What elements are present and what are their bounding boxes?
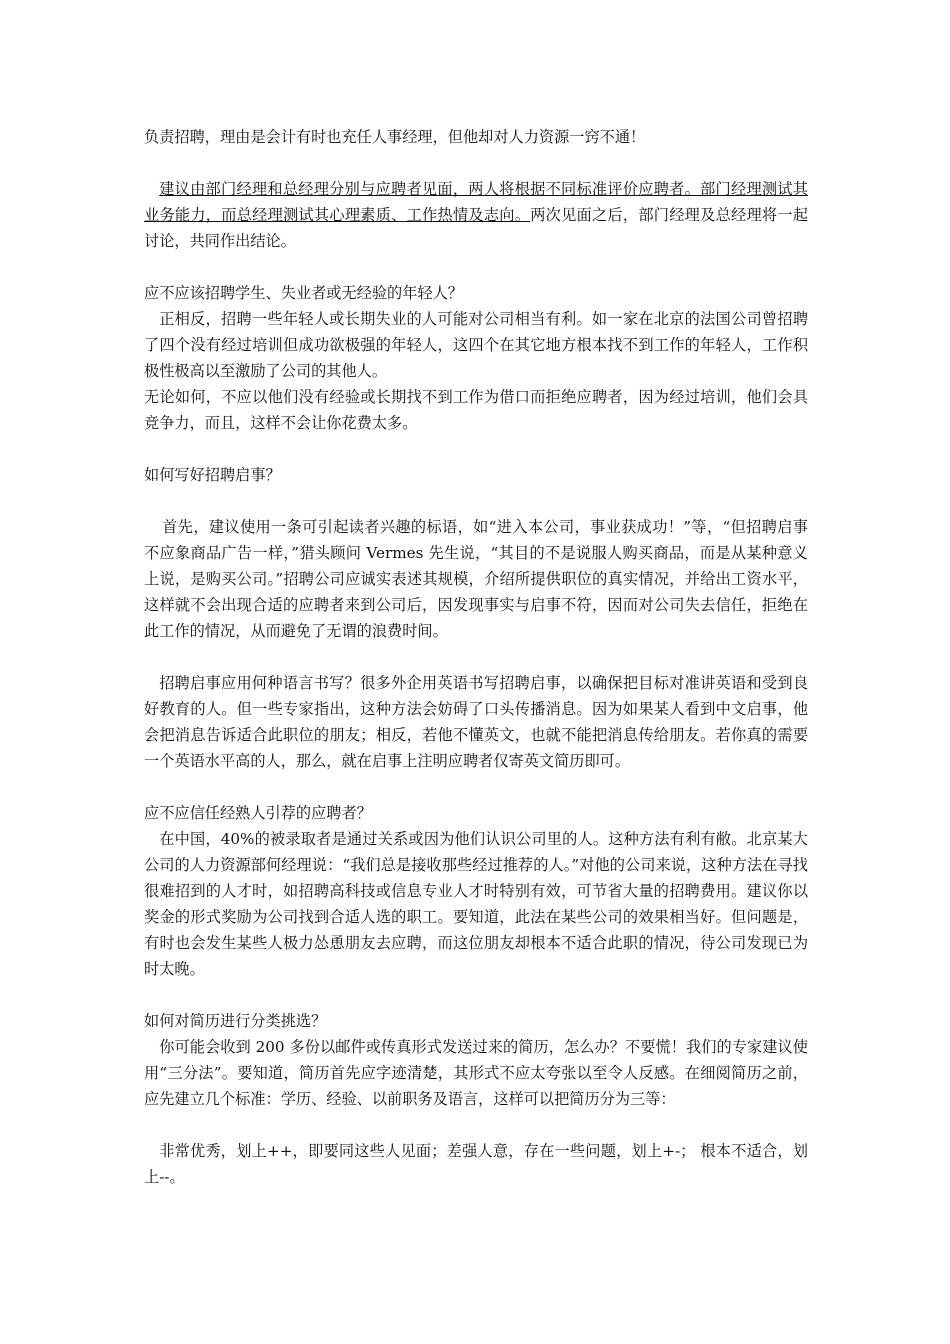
paragraph-job-ad-2: 招聘启事应用何种语言书写？很多外企用英语书写招聘启事，以确保把目标对准讲英语和受到良好教育的人。但一些专家指出，这种方法会妨碍了口头传播消息。因为如果某人看到中文启事，他会把消息告诉适合此职位的朋友；相反，若他不懂英文，也就不能把消息传给朋友。若你真的需要一个英语水平高的人，那么，就在启事上注明应聘者仅寄英文简历即可。 bbox=[144, 674, 808, 770]
paragraph-job-ad-1: 首先，建议使用一条可引起读者兴趣的标语，如“进入本公司，事业获成功！”等，“但招聘启事不应象商品广告一样，”猎头顾问 Vermes 先生说，“其目的不是说服人购买商品，而是从某种意义上说，是购买公司。”招聘公司应诚实表述其规模，介绍所提供职位的真实情况，并给出工资水平，这样就不会出现合适的应聘者来到公司后，因发现事实与启事不符，因而对公司失去信任，拒绝在此工作的情况，从而避免了无谓的浪费时间。 bbox=[144, 518, 808, 640]
paragraph-grading: 非常优秀，划上++，即要同这些人见面；差强人意，存在一些问题，划上+-； 根本不适合，划上--。 bbox=[144, 1142, 808, 1186]
spacer bbox=[144, 150, 808, 176]
paragraph-students-1: 正相反，招聘一些年轻人或长期失业的人可能对公司相当有利。如一家在北京的法国公司曾招聘了四个没有经过培训但成功欲极强的年轻人，这四个在其它地方根本找不到工作的年轻人，工作积极性极高以至激励了公司的其他人。 bbox=[144, 310, 808, 380]
heading-referral: 应不应信任经熟人引荐的应聘者？ bbox=[144, 804, 372, 822]
spacer bbox=[144, 644, 808, 670]
spacer bbox=[144, 774, 808, 800]
heading-resume: 如何对简历进行分类挑选？ bbox=[144, 1012, 327, 1030]
paragraph-resume: 你可能会收到 200 多份以邮件或传真形式发送过来的简历，怎么办？不要慌！我们的专家建议使用“三分法”。要知道，简历首先应字迹清楚，其形式不应太夸张以至令人反感。在细阅简历之前，应先建立几个标准：学历、经验、以前职务及语言，这样可以把简历分为三等： bbox=[144, 1038, 808, 1108]
paragraph-accountant: 负责招聘，理由是会计有时也充任人事经理，但他却对人力资源一窍不通！ bbox=[144, 128, 646, 146]
spacer bbox=[144, 982, 808, 1008]
heading-students: 应不应该招聘学生、失业者或无经验的年轻人？ bbox=[144, 284, 463, 302]
underlined-text: 建议由部门经理和总经理分别与应聘者见面，两人将根据不同标准评价应聘者。部门经理测试其业务能力，而总经理测试其心理素质、工作热情及志向。 bbox=[144, 180, 808, 224]
paragraph-students-2: 无论如何，不应以他们没有经验或长期找不到工作为借口而拒绝应聘者，因为经过培训，他们会具竞争力，而且，这样不会让你花费太多。 bbox=[144, 388, 808, 432]
spacer bbox=[144, 436, 808, 462]
spacer bbox=[144, 1112, 808, 1138]
document-page bbox=[144, 124, 808, 1190]
paragraph-referral: 在中国，40%的被录取者是通过关系或因为他们认识公司里的人。这种方法有利有敝。北京某大公司的人力资源部何经理说：“我们总是接收那些经过推荐的人。”对他的公司来说，这种方法在寻找很难招到的人才时，如招聘高科技或信息专业人才时特别有效，可节省大量的招聘费用。建议你以奖金的形式奖励为公司找到合适人选的职工。要知道，此法在某些公司的效果相当好。但问题是，有时也会发生某些人极力怂恿朋友去应聘，而这位朋友却根本不适合此职的情况，待公司发现已为时太晚。 bbox=[144, 830, 808, 978]
spacer bbox=[144, 254, 808, 280]
heading-job-ad: 如何写好招聘启事？ bbox=[144, 466, 281, 484]
spacer bbox=[144, 488, 808, 514]
paragraph-interview-plan bbox=[144, 176, 808, 254]
paragraph-text: 两次见面之后，部门经理及总经理将一起讨论，共同作出结论。 bbox=[144, 206, 809, 250]
